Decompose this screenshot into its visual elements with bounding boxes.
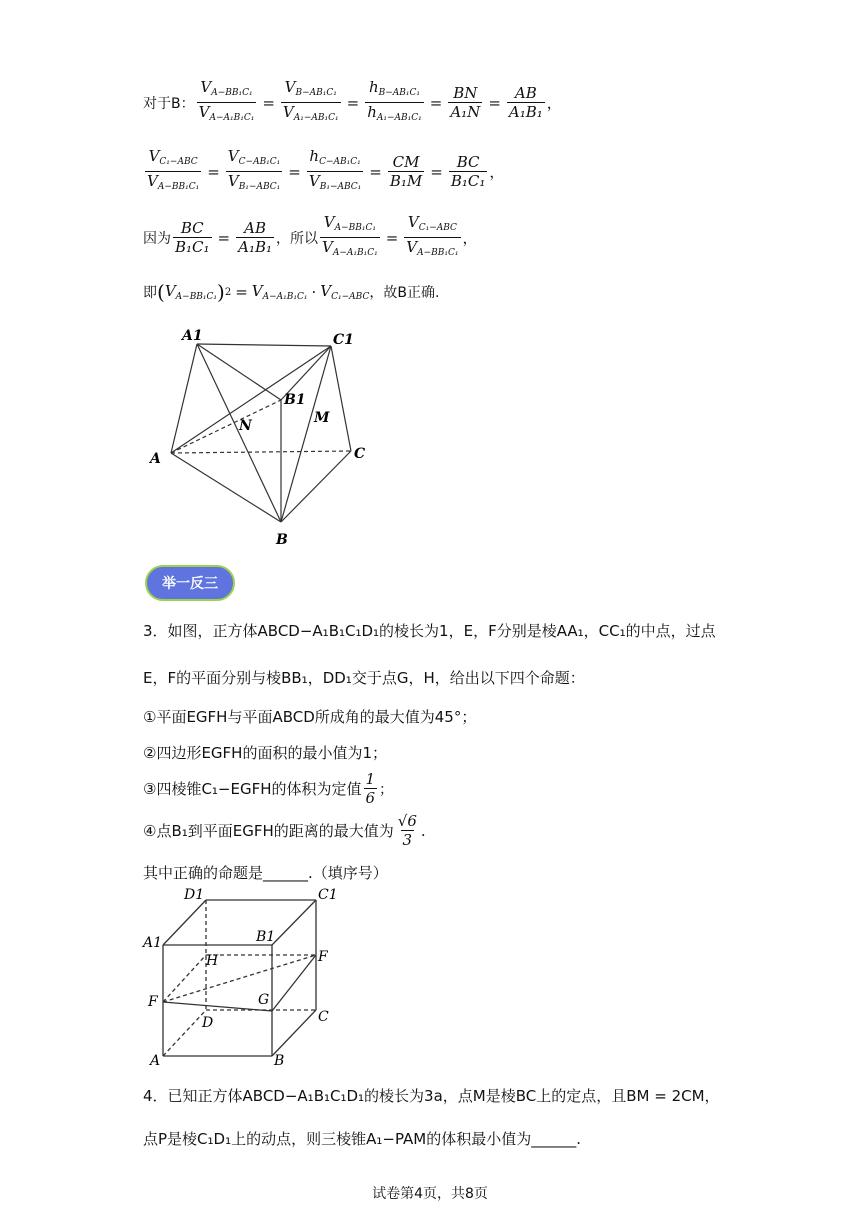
label: B1 — [256, 929, 276, 945]
edge — [197, 344, 331, 346]
solution-line-4: 即 ( $V_{A-BB_1C_1}$ ) 2 = $V_{A-A_1B_1C_1}$ · $V_{C_1-ABC}$ ，故B正确. — [143, 280, 440, 304]
solution-prefix: 对于B： — [143, 95, 195, 112]
problem4-line2: 点P是棱C₁D₁上的动点，则三棱锥A₁−PAM的体积最小值为______. — [143, 1130, 581, 1148]
diagonal-hidden — [163, 955, 316, 1002]
cube-figure — [140, 885, 350, 1070]
edge-hidden — [171, 451, 351, 453]
problem3-item4: ④点B₁到平面EGFH的距离的最大值为 $\frac{√6}{3}$ . — [143, 812, 426, 849]
fraction: $\frac{h_{C-AB_1C_1}}{V_{B_1-ABC_1}}$ — [307, 147, 363, 196]
label: G — [258, 992, 270, 1008]
label: F — [148, 994, 158, 1010]
label: C — [354, 446, 366, 462]
edge-hidden — [171, 400, 281, 453]
label: B1 — [284, 392, 306, 408]
problem3-item3: ③四棱锥C₁−EGFH的体积为定值 $\frac{1}{6}$ ； — [143, 770, 394, 807]
fraction: $\frac{V_{C_1-ABC}}{V_{A-BB_1C_1}}$ — [145, 147, 201, 196]
label: C1 — [318, 887, 338, 903]
problem3-line1: 3．如图，正方体ABCD−A₁B₁C₁D₁的棱长为1，E，F分别是棱AA₁，CC₁的中点，过点 — [143, 622, 716, 640]
fraction: $\frac{BC}{\text{B₁C₁}}$ — [175, 219, 210, 256]
solution-line-1: 对于B： $\frac{V_{A-BB_1C_1}}{V_{A-A_1B_1C_1}}$ = $\frac{V_{B-AB_1C_1}}{V_{A_1-AB_1C_1}}$ = $\frac{h_{B-AB_1C_1}}{h_{A_1-AB_1C_1}}$ = $\frac{BN}{\text{A₁N}}$ = $\frac{AB}{\text{A₁B₁}}$ ， — [143, 78, 562, 127]
fraction: $\frac{AB}{\text{A₁B₁}}$ — [508, 84, 543, 121]
fraction: $\frac{V_{C-AB_1C_1}}{V_{B_1-ABC_1}}$ — [226, 147, 283, 196]
label: B — [274, 1053, 285, 1069]
label: A1 — [143, 935, 163, 951]
fraction: $\frac{BN}{\text{A₁N}}$ — [450, 84, 481, 121]
label: A — [150, 451, 161, 467]
edge — [171, 344, 197, 453]
label: D1 — [184, 887, 205, 903]
label: A1 — [182, 328, 203, 344]
solution-line-3: 因为 $\frac{BC}{\text{B₁C₁}}$ = $\frac{AB}{\text{A₁B₁}}$ ，所以 $\frac{V_{A-BB_1C_1}}{V_{A-A_1B_1C_1}}$ = $\frac{V_{C_1-ABC}}{V_{A-BB_1C_1}}$ ， — [143, 213, 478, 262]
section-edge — [272, 955, 316, 1011]
problem4-line1: 4．已知正方体ABCD−A₁B₁C₁D₁的棱长为3a，点M是棱BC上的定点，且BM = 2CM， — [143, 1087, 720, 1105]
fraction: $\frac{h_{B-AB_1C_1}}{h_{A_1-AB_1C_1}}$ — [365, 78, 424, 127]
problem3-item1: ①平面EGFH与平面ABCD所成角的最大值为45°； — [143, 708, 477, 726]
fraction: $\frac{BC}{\text{B₁C₁}}$ — [450, 153, 486, 190]
label: M — [314, 410, 330, 426]
label: N — [239, 418, 252, 434]
fraction: $\frac{CM}{\text{B₁M}}$ — [389, 153, 423, 190]
label: B — [276, 532, 288, 548]
fraction: $\frac{V_{C_1-ABC}}{V_{A-BB_1C_1}}$ — [404, 213, 460, 262]
fraction: $\frac{V_{A-BB_1C_1}}{V_{A-A_1B_1C_1}}$ — [320, 213, 380, 262]
pyramid-figure — [140, 322, 380, 552]
fraction: $\frac{1}{6}$ — [365, 770, 376, 807]
label: A — [150, 1053, 161, 1069]
edge — [163, 900, 206, 945]
label: H — [206, 953, 219, 969]
fraction: $\frac{√6}{3}$ — [397, 812, 417, 849]
edge — [272, 1010, 316, 1056]
fraction: $\frac{AB}{\text{A₁B₁}}$ — [238, 219, 272, 256]
fraction: $\frac{V_{B-AB_1C_1}}{V_{A_1-AB_1C_1}}$ — [281, 78, 341, 127]
problem3-line2: E，F的平面分别与棱BB₁，DD₁交于点G，H，给出以下四个命题： — [143, 669, 585, 687]
section-badge: 举一反三 — [145, 565, 235, 601]
page-footer: 试卷第4页，共8页 — [372, 1186, 488, 1202]
label: C1 — [333, 332, 354, 348]
fraction: $\frac{V_{A-BB_1C_1}}{V_{A-A_1B_1C_1}}$ — [197, 78, 257, 127]
edge — [171, 346, 331, 453]
edge — [272, 900, 316, 945]
problem3-question: 其中正确的命题是______.（填序号） — [143, 864, 388, 882]
edge — [331, 346, 351, 451]
label: D — [202, 1015, 214, 1031]
problem3-item2: ②四边形EGFH的面积的最小值为1； — [143, 744, 388, 762]
edge-hidden — [163, 1010, 206, 1056]
solution-line-2: $\frac{V_{C_1-ABC}}{V_{A-BB_1C_1}}$ = $\frac{V_{C-AB_1C_1}}{V_{B_1-ABC_1}}$ = $\frac{h_{C-AB_1C_1}}{V_{B_1-ABC_1}}$ = $\frac{CM}{\text{B₁M}}$ = $\frac{BC}{\text{B₁C₁}}$ ， — [143, 147, 504, 196]
label: C — [318, 1009, 329, 1025]
label: F — [318, 949, 328, 965]
